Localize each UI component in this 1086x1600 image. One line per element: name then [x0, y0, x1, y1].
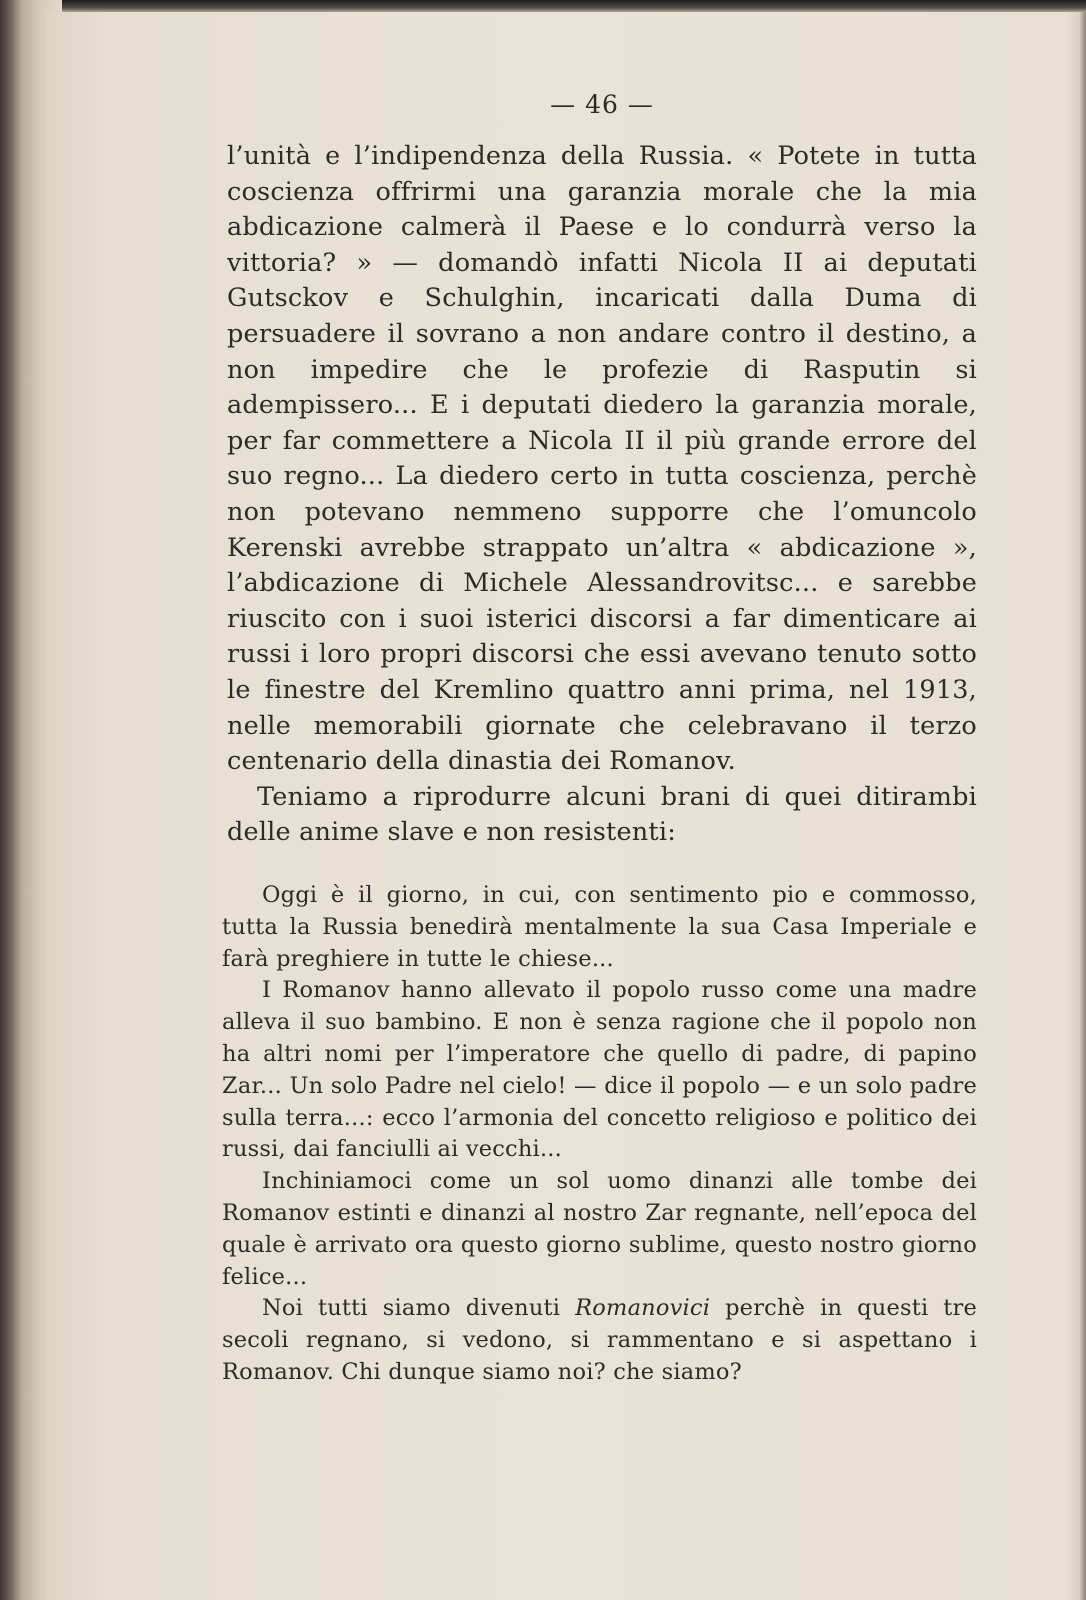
body-paragraph-2: Teniamo a riprodurre alcuni brani di quei ditirambi delle anime slave e non resistenti: — [227, 781, 977, 848]
quote-paragraph-4-start: Noi tutti siamo divenuti — [262, 1295, 576, 1322]
body-text — [227, 139, 977, 851]
page-right-edge — [1080, 12, 1086, 1600]
page-number: — 46 — — [550, 90, 654, 119]
quoted-excerpt — [222, 880, 977, 1389]
quote-paragraph-1: Oggi è il giorno, in cui, con sentimento pio e commosso, tutta la Russia benedirà mentalmente la sua Casa Imperiale e farà preghiere in tutte le chiese... — [222, 882, 977, 972]
body-paragraph-1: l’unità e l’indipendenza della Russia. « Potete in tutta coscienza offrirmi una garanzia morale che la mia abdicazione calmerà il Paese e lo condurrà verso la vittoria? » — domandò infatti Nicola II ai deputati Gutsckov e Schulghin, incaricati dalla Duma di persuadere il sovrano a non andare contro il destino, a non impedire che le profezie di Rasputin si adempissero... E i deputati diedero la garanzia morale, per far commettere a Nicola II il più grande errore del suo regno... La diedero certo in tutta coscienza, perchè non potevano nemmeno supporre che l’omuncolo Kerenski avrebbe strappato un’altra « abdicazione », l’abdicazione di Michele Alessandrovitsc... e sarebbe riuscito con i suoi isterici discorsi a far dimenticare ai russi i loro propri discorsi che essi avevano tenuto sotto le finestre del Kremlino quattro anni prima, nel 1913, nelle memorabili giornate che celebravano il terzo centenario della dinastia dei Romanov. — [227, 141, 977, 777]
quote-paragraph-4-end: perchè in questi tre secoli regnano, si vedono, si rammentano e si aspettano i Romanov. Chi dunque siamo noi? che siamo? — [222, 1295, 978, 1385]
quote-paragraph-3: Inchiniamoci come un sol uomo dinanzi alle tombe dei Romanov estinti e dinanzi al nostro Zar regnante, nell’epoca del quale è arrivato ora questo giorno sublime, questo nostro giorno felice... — [222, 1168, 977, 1290]
quote-paragraph-4 — [222, 1293, 977, 1388]
quote-paragraph-2: I Romanov hanno allevato il popolo russo come una madre alleva il suo bambino. E non è senza ragione che il popolo non ha altri nomi per l’imperatore che quello di padre, di papino Zar... Un solo Padre nel cielo! — dice il popolo — e un solo padre sulla terra...: ecco l’armonia del concetto religioso e politico dei russi, dai fanciulli ai vecchi... — [222, 977, 977, 1163]
quote-italic-word: Romanovici — [575, 1295, 711, 1322]
